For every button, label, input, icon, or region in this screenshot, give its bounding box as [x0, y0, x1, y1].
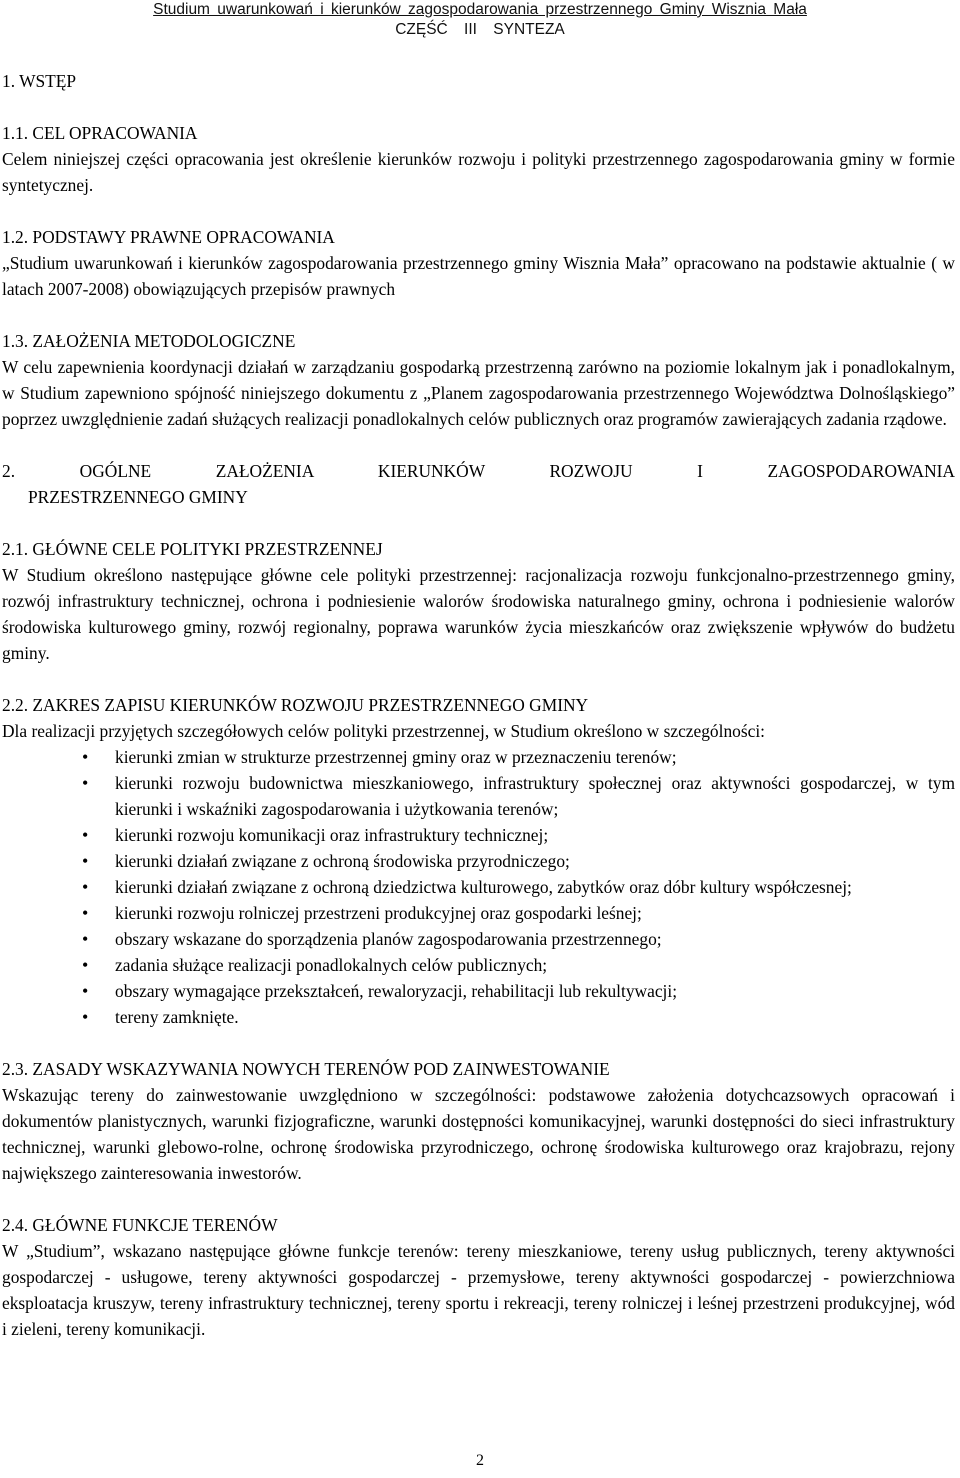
list-item: • kierunki działań związane z ochroną dziedzictwa kulturowego, zabytków oraz dóbr kultury współczesnej; — [115, 874, 955, 900]
list-item: • tereny zamknięte. — [115, 1004, 955, 1030]
section-heading-2-3: 2.3. ZASADY WSKAZYWANIA NOWYCH TERENÓW POD ZAINWESTOWANIE — [2, 1059, 610, 1079]
section-heading-2: 2. OGÓLNE ZAŁOŻENIA KIERUNKÓW ROZWOJU I ZAGOSPODAROWANIA — [2, 461, 955, 481]
list-item: • kierunki rozwoju komunikacji oraz infrastruktury technicznej; — [115, 822, 955, 848]
section-1-3 — [2, 328, 955, 432]
section-heading-1-2: 1.2. PODSTAWY PRAWNE OPRACOWANIA — [2, 227, 335, 247]
section-2-1 — [2, 536, 955, 666]
section-1-2 — [2, 224, 955, 302]
section-2-2 — [2, 692, 955, 1030]
section-body-1-2: „Studium uwarunkowań i kierunków zagospodarowania przestrzennego gminy Wisznia Mała” opracowano na podstawie aktualnie ( w latach 2007-2008) obowiązujących przepisów prawnych — [2, 253, 955, 299]
section-heading-2-1: 2.1. GŁÓWNE CELE POLITYKI PRZESTRZENNEJ — [2, 539, 383, 559]
section-heading-2-continued: PRZESTRZENNEGO GMINY — [28, 487, 248, 507]
section-1 — [2, 68, 955, 94]
section-1-1 — [2, 120, 955, 198]
list-item: • zadania służące realizacji ponadlokalnych celów publicznych; — [115, 952, 955, 978]
document-body — [2, 68, 955, 1368]
section-heading-2-2: 2.2. ZAKRES ZAPISU KIERUNKÓW ROZWOJU PRZESTRZENNEGO GMINY — [2, 695, 589, 715]
section-2-4 — [2, 1212, 955, 1342]
section-heading-1-1: 1.1. CEL OPRACOWANIA — [2, 123, 198, 143]
section-heading-1-3: 1.3. ZAŁOŻENIA METODOLOGICZNE — [2, 331, 296, 351]
list-item: • kierunki działań związane z ochroną środowiska przyrodniczego; — [115, 848, 955, 874]
section-heading-1: 1. WSTĘP — [2, 71, 77, 91]
list-item: • obszary wskazane do sporządzenia planów zagospodarowania przestrzennego; — [115, 926, 955, 952]
header-part: CZĘŚĆ III SYNTEZA — [395, 21, 565, 38]
list-item: • kierunki rozwoju rolniczej przestrzeni produkcyjnej oraz gospodarki leśnej; — [115, 900, 955, 926]
bullet-list — [2, 744, 955, 1030]
section-body-2-4: W „Studium”, wskazano następujące główne funkcje terenów: tereny mieszkaniowe, tereny usług publicznych, tereny aktywności gospodarczej - usługowe, tereny aktywności gospodarczej - przemysłowe, tereny aktywności gospodarczej - powierzchniowa eksploatacja kruszyw, tereny infrastruktury technicznej, tereny sportu i rekreacji, tereny rolniczej i leśnej przestrzeni produkcyjnej, wód i zieleni, tereny komunikacji. — [2, 1241, 955, 1339]
section-intro-2-2: Dla realizacji przyjętych szczegółowych celów polityki przestrzennej, w Studium określono w szczególności: — [2, 721, 765, 741]
section-body-1-1: Celem niniejszej części opracowania jest określenie kierunków rozwoju i polityki przestrzennego zagospodarowania gminy w formie syntetycznej. — [2, 149, 955, 195]
section-2-3 — [2, 1056, 955, 1186]
section-body-2-1: W Studium określono następujące główne cele polityki przestrzennej: racjonalizacja rozwoju funkcjonalno-przestrzennego gminy, rozwój infrastruktury technicznej, ochrona i podniesienie walorów środowiska naturalnego gminy, ochrona i podniesienie walorów środowiska kulturowego gminy, rozwój regionalny, poprawa warunków życia mieszkańców oraz zwiększenie wpływów do budżetu gminy. — [2, 565, 955, 663]
section-body-1-3: W celu zapewnienia koordynacji działań w zarządzaniu gospodarką przestrzenną zarówno na poziomie lokalnym jak i ponadlokalnym, w Studium zapewniono spójność niniejszego dokumentu z „Planem zagospodarowania przestrzennego Województwa Dolnośląskiego” poprzez uwzględnienie zadań służących realizacji ponadlokalnych celów publicznych oraz programów zawierających zadania rządowe. — [2, 357, 955, 429]
list-item: • kierunki rozwoju budownictwa mieszkaniowego, infrastruktury społecznej oraz aktywności gospodarczej, w tym kierunki i wskaźniki zagospodarowania i użytkowania terenów; — [115, 770, 955, 822]
section-2 — [2, 458, 955, 510]
header-title: Studium uwarunkowań i kierunków zagospodarowania przestrzennego Gminy Wisznia Mała — [153, 1, 807, 18]
running-header — [0, 0, 960, 40]
list-item: • obszary wymagające przekształceń, rewaloryzacji, rehabilitacji lub rekultywacji; — [115, 978, 955, 1004]
list-item: • kierunki zmian w strukturze przestrzennej gminy oraz w przeznaczeniu terenów; — [115, 744, 955, 770]
section-heading-2-4: 2.4. GŁÓWNE FUNKCJE TERENÓW — [2, 1215, 278, 1235]
page-number: 2 — [476, 1452, 484, 1469]
section-body-2-3: Wskazując tereny do zainwestowanie uwzględniono w szczególności: podstawowe założenia dotychcazsowych opracowań i dokumentów planistycznych, warunki fizjograficzne, warunki dostępności komunikacyjnej, warunki dostępności do sieci infrastruktury technicznej, warunki glebowo-rolne, ochronę środowiska przyrodniczego, ochronę środowiska kulturowego oraz krajobrazu, rejony największego zainteresowania inwestorów. — [2, 1085, 955, 1183]
